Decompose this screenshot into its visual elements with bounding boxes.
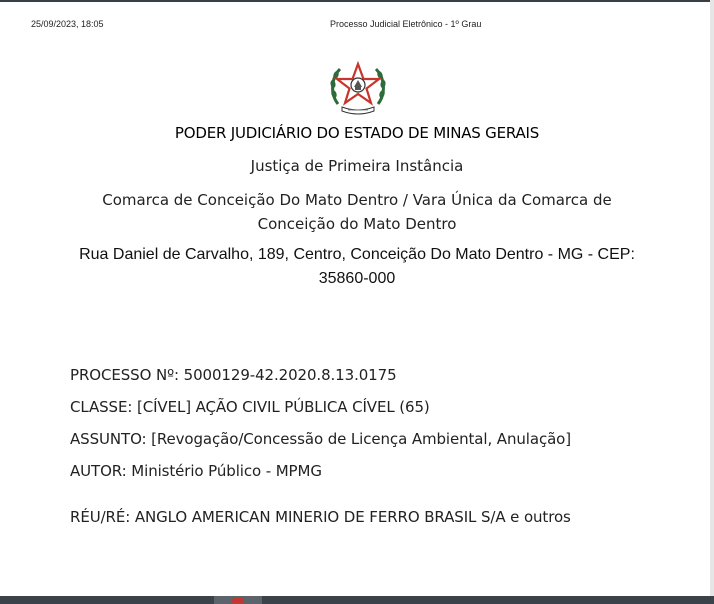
window-top-border [0, 0, 714, 2]
case-processo: PROCESSO Nº: 5000129-42.2020.8.13.0175 [70, 366, 397, 384]
court-instance: Justiça de Primeira Instância [250, 157, 464, 175]
court-comarca: Comarca de Conceição Do Mato Dentro / Vara Única da Comarca de Conceição do Mato Dentro [102, 191, 612, 233]
court-address: Rua Daniel de Carvalho, 189, Centro, Conceição Do Mato Dentro - MG - CEP: 35860-000 [79, 246, 635, 287]
case-autor: AUTOR: Ministério Público - MPMG [70, 462, 322, 480]
pdf-app-icon [232, 598, 244, 603]
case-assunto: ASSUNTO: [Revogação/Concessão de Licença Ambiental, Anulação] [70, 430, 572, 448]
scrollbar-track[interactable] [710, 0, 714, 604]
taskbar [0, 596, 714, 604]
case-reu: RÉU/RÉ: ANGLO AMERICAN MINERIO DE FERRO BRASIL S/A e outros [70, 508, 571, 526]
print-header-title: Processo Judicial Eletrônico - 1º Grau [330, 19, 482, 29]
print-date: 25/09/2023, 18:05 [31, 19, 104, 29]
court-title: PODER JUDICIÁRIO DO ESTADO DE MINAS GERAIS [174, 124, 540, 142]
case-classe: CLASSE: [CÍVEL] AÇÃO CIVIL PÚBLICA CÍVEL (65) [70, 398, 430, 416]
coat-of-arms-icon [328, 60, 388, 116]
